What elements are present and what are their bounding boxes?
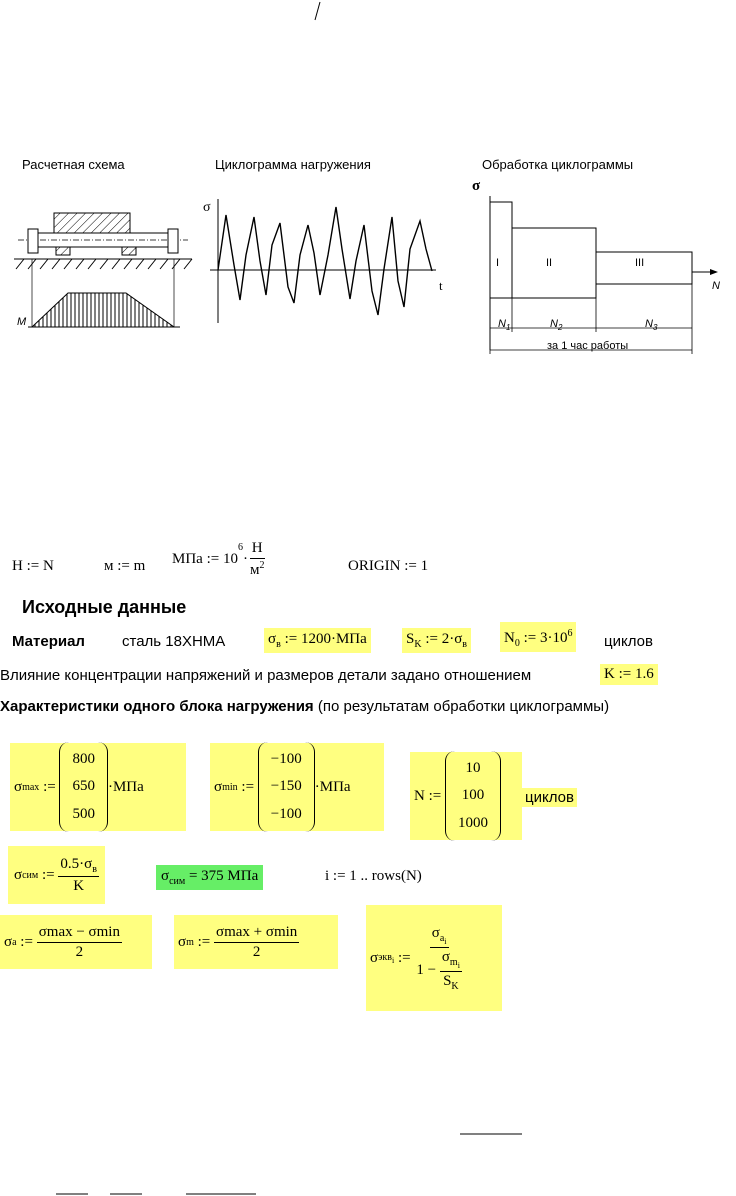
block-label-2: II xyxy=(546,257,553,269)
sigma-min-vector: σ min := −100 −150 −100 ·МПа xyxy=(210,743,384,831)
caption-processing: Обработка циклограммы xyxy=(482,157,634,172)
n0-cycles-unit: циклов xyxy=(604,633,653,650)
sigma-sym-definition: σ сим := $\frac{0.5\cdot\sigma_в}{K}$ xyxy=(8,846,105,904)
processing-sigma-label: σ xyxy=(472,178,481,194)
concentration-text: Влияние концентрации напряжений и размеров детали задано отношением xyxy=(0,667,532,684)
cyclogram-sigma-label: σ xyxy=(203,200,211,215)
sigma-max-vector: σ max := 800 650 500 ·МПа xyxy=(10,743,186,831)
k-definition: K := 1.6 xyxy=(600,664,658,685)
sigma-m-definition: σ m := $\frac{\sigma\max + \sigma\min}{2}$ xyxy=(174,915,338,969)
n2-label: $N_2$ xyxy=(550,318,563,333)
block-label-1: I xyxy=(496,257,500,269)
cyclogram-t-label: t xyxy=(439,278,443,293)
material-label: Материал xyxy=(12,633,85,650)
sigma-eq-definition: σ экв$_i$ := $\sigma_{a_i}$ 1 − $\frac{\sigma_{m_i}}{S_K}$ xyxy=(366,905,502,1011)
n-cycles-unit: циклов xyxy=(522,788,577,807)
caption-cyclogram: Циклограмма нагружения xyxy=(215,157,371,172)
n1-label: $N_1$ xyxy=(498,318,511,333)
sigma-a-definition: σ a := $\frac{\sigma\max - \sigma\min}{2}$ xyxy=(0,915,152,969)
block-label-3: III xyxy=(635,257,645,269)
design-scheme-figure xyxy=(10,195,195,335)
caption-scheme: Расчетная схема xyxy=(22,157,125,172)
material-value: сталь 18ХНМА xyxy=(122,633,226,650)
sk-definition: $S_K$ := $2\cdot\sigma_в$ xyxy=(402,628,471,653)
n3-label: $N_3$ xyxy=(645,318,658,333)
axis-n-label: N xyxy=(712,280,720,292)
initial-data-heading: Исходные данные xyxy=(22,597,187,617)
unit-mpa-definition: МПа := 10 $^6$ · $\frac{H}{м^2}$ xyxy=(172,540,265,578)
origin-definition: ORIGIN := 1 xyxy=(348,558,429,574)
top-slash-mark xyxy=(312,0,322,22)
processing-figure xyxy=(470,190,730,365)
hour-label: за 1 час работы xyxy=(547,340,629,352)
unit-m-definition: м := m xyxy=(104,558,146,574)
block-characteristics: Характеристики одного блока нагружения (по результатам обработки циклограммы) xyxy=(0,698,610,715)
sigma-sym-result: $\sigma_{сим} = 375$ МПа xyxy=(156,865,263,890)
sigma-b-definition: $\sigma_в$ := 1200·МПа xyxy=(264,628,371,653)
n0-definition: $N_0$ := $3\cdot 10^6$ xyxy=(500,622,576,652)
n-vector: N := 10 100 1000 xyxy=(410,752,522,840)
unit-h-definition: H := N xyxy=(12,558,54,574)
cyclogram-figure xyxy=(200,195,450,330)
range-i-definition: i := 1 .. rows(N) xyxy=(325,868,422,884)
moment-label: M xyxy=(17,316,27,328)
bottom-cutoff-lines xyxy=(0,1128,736,1196)
